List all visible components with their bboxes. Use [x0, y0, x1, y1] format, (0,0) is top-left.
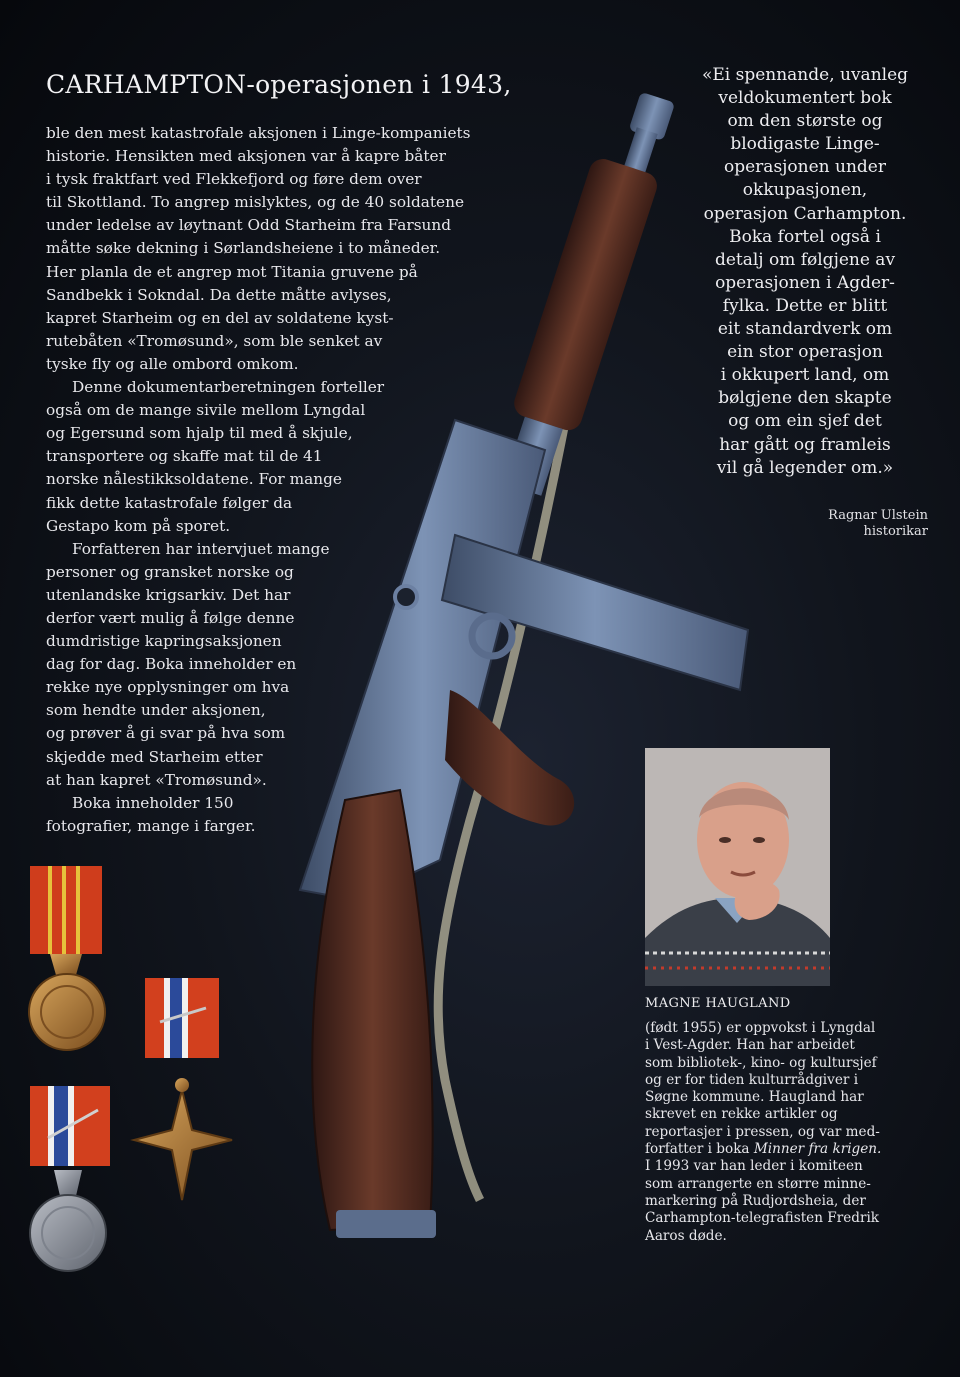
body-paragraph — [46, 792, 546, 838]
body-line: Denne dokumentarberetningen forteller — [72, 378, 385, 397]
bio-line: Carhampton-telegrafisten Fredrik — [645, 1210, 880, 1227]
quote-line: fylka. Dette er blitt — [722, 295, 888, 316]
body-line: måtte søke dekning i Sørlandsheiene i to måneder. — [46, 239, 441, 258]
quote-line: blodigaste Linge- — [730, 134, 880, 155]
body-line: under ledelse av løytnant Odd Starheim fra Farsund — [46, 216, 452, 235]
author-name: MAGNE HAUGLAND — [645, 996, 791, 1011]
quote-line: om den største og — [727, 111, 883, 132]
quote-line: vil gå legender om.» — [716, 457, 894, 478]
body-line: rekke nye opplysninger om hva — [46, 678, 290, 697]
quote-attribution — [708, 508, 928, 540]
body-line: i tysk fraktfart ved Flekkefjord og føre dem over — [46, 170, 422, 189]
body-line: historie. Hensikten med aksjonen var å kapre båter — [46, 147, 446, 166]
bio-line: Aaros døde. — [645, 1227, 727, 1244]
body-line: personer og gransket norske og — [46, 562, 294, 581]
quote-line: operasjonen i Agder- — [715, 272, 895, 293]
bio-line: forfatter i boka Minner fra krigen. — [645, 1141, 882, 1158]
quote-line: eit standardverk om — [717, 319, 893, 340]
quote-line: og om ein sjef det — [728, 411, 882, 432]
quote-line: veldokumentert bok — [718, 88, 892, 109]
quote-line: operasjon Carhampton. — [703, 203, 907, 224]
body-line: utenlandske krigsarkiv. Det har — [46, 585, 291, 604]
bio-line: markering på Rudjordsheia, der — [645, 1192, 866, 1209]
body-line: Forfatteren har intervjuet mange — [72, 539, 330, 558]
medal-bronze-cross — [134, 978, 232, 1200]
body-line: dumdristige kapringsaksjonen — [46, 632, 282, 651]
body-line: tyske fly og alle ombord omkom. — [46, 354, 299, 373]
bio-line: i Vest-Agder. Han har arbeidet — [645, 1037, 855, 1054]
author-portrait-image — [645, 748, 830, 986]
body-line: og Egersund som hjalp til med å skjule, — [46, 424, 353, 443]
main-body-text — [46, 122, 546, 838]
quote-line: «Ei spennande, uvanleg — [701, 65, 909, 85]
body-line: ble den mest katastrofale aksjonen i Linge-kompaniets — [46, 124, 471, 142]
bio-line: og er for tiden kulturrådgiver i — [645, 1071, 859, 1088]
author-photo — [645, 748, 830, 986]
quote-author: Ragnar Ulstein — [828, 508, 928, 523]
body-line: at han kapret «Tromøsund». — [46, 770, 267, 789]
quote-line: operasjonen under — [724, 157, 886, 178]
quote-line: i okkupert land, om — [720, 365, 890, 386]
body-line: Gestapo kom på sporet. — [46, 516, 231, 535]
body-line: derfor vært mulig å følge denne — [46, 608, 295, 627]
medal-bronze-ribbon-red-yellow — [29, 866, 105, 1050]
body-line: fotografier, mange i farger. — [46, 816, 256, 835]
body-line: og prøver å gi svar på hva som — [46, 724, 286, 743]
review-quote — [660, 64, 950, 480]
quote-line: Boka fortel også i — [729, 226, 881, 247]
body-line: til Skottland. To angrep mislyktes, og de 40 soldatene — [46, 193, 464, 212]
book-title: Minner fra krigen. — [753, 1141, 882, 1158]
body-line: Boka inneholder 150 — [72, 793, 234, 812]
page-title: CARHAMPTON-operasjonen i 1943, — [46, 70, 512, 99]
body-paragraph — [46, 538, 546, 792]
body-line: transportere og skaffe mat til de 41 — [46, 447, 323, 466]
body-line: Sandbekk i Sokndal. Da dette måtte avlyses, — [46, 285, 392, 304]
bio-line: som arrangerte en større minne- — [645, 1175, 871, 1192]
bio-line: som bibliotek-, kino- og kultursjef — [645, 1054, 877, 1071]
body-line: skjedde med Starheim etter — [46, 747, 263, 766]
quote-author-role: historikar — [863, 524, 928, 539]
medal-silver — [30, 1086, 110, 1271]
body-line: kapret Starheim og en del av soldatene kyst- — [46, 308, 394, 327]
bio-line: I 1993 var han leder i komiteen — [645, 1158, 863, 1175]
body-line: norske nålestikksoldatene. For mange — [46, 470, 342, 489]
bio-line: skrevet en rekke artikler og — [645, 1106, 838, 1123]
body-paragraph — [46, 122, 546, 376]
quote-line: har gått og framleis — [719, 434, 891, 455]
bio-line: (født 1955) er oppvokst i Lyngdal — [645, 1020, 876, 1036]
quote-line: detalj om følgjene av — [714, 249, 896, 270]
bio-line: Søgne kommune. Haugland har — [645, 1089, 864, 1106]
quote-line: ein stor operasjon — [727, 342, 883, 363]
body-line: Her planla de et angrep mot Titania gruvene på — [46, 262, 418, 281]
body-line: fikk dette katastrofale følger da — [46, 493, 293, 512]
quote-line: okkupasjonen, — [742, 180, 868, 201]
body-line: dag for dag. Boka inneholder en — [46, 655, 297, 674]
body-line: som hendte under aksjonen, — [46, 701, 266, 720]
body-paragraph — [46, 376, 546, 538]
body-line: også om de mange sivile mellom Lyngdal — [46, 401, 366, 420]
author-biography — [645, 1020, 945, 1245]
bio-line: reportasjer i pressen, og var med- — [645, 1123, 880, 1140]
quote-line: bølgjene den skapte — [718, 388, 892, 409]
body-line: rutebåten «Tromøsund», som ble senket av — [46, 331, 383, 350]
